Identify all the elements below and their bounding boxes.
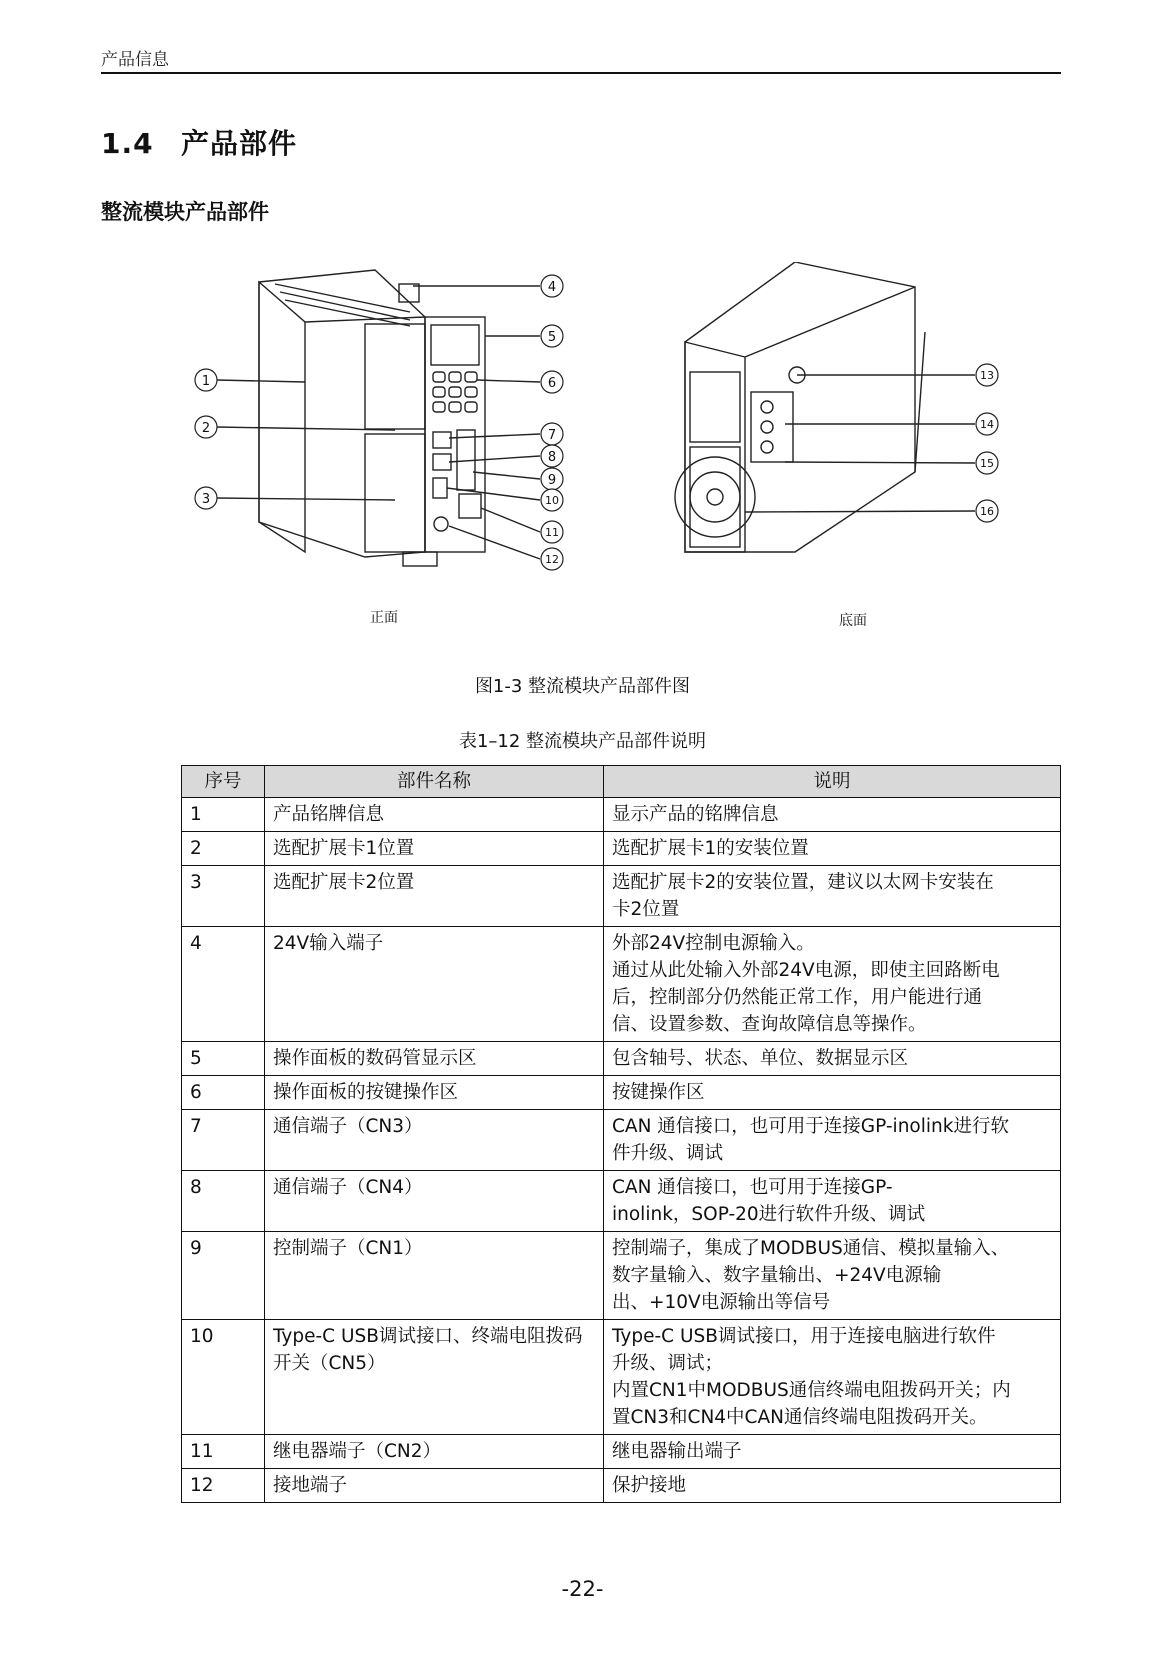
table-row xyxy=(182,1232,1061,1320)
table-row xyxy=(182,1076,1061,1110)
section-title: 产品部件 xyxy=(181,127,298,160)
table-row xyxy=(182,1435,1061,1469)
callout-2: 2 xyxy=(201,421,211,436)
desc-line: 置CN3和CN4中CAN通信终端电阻拨码开关。 xyxy=(612,1407,988,1428)
desc-line: 后，控制部分仍然能正常工作，用户能进行通 xyxy=(612,987,983,1008)
row-desc xyxy=(604,1042,1061,1076)
callout-6: 6 xyxy=(547,376,557,391)
desc-line: 卡2位置 xyxy=(612,899,680,920)
row-name: 控制端子（CN1） xyxy=(265,1232,604,1320)
row-name: Type-C USB调试接口、终端电阻拨码开关（CN5） xyxy=(265,1320,604,1435)
table-row xyxy=(182,832,1061,866)
section-heading xyxy=(101,122,297,162)
row-desc xyxy=(604,1171,1061,1232)
row-desc xyxy=(604,866,1061,927)
row-no: 7 xyxy=(182,1110,265,1171)
figure-caption: 图1-3 整流模块产品部件图 xyxy=(474,676,691,697)
desc-line: 出、+10V电源输出等信号 xyxy=(612,1292,831,1313)
callout-16: 16 xyxy=(980,505,994,518)
callout-14: 14 xyxy=(980,418,994,431)
parts-figure xyxy=(185,262,1065,642)
row-desc xyxy=(604,798,1061,832)
row-name: 通信端子（CN4） xyxy=(265,1171,604,1232)
callout-7: 7 xyxy=(547,428,557,443)
callout-11: 11 xyxy=(545,526,559,539)
row-name: 操作面板的数码管显示区 xyxy=(265,1042,604,1076)
front-view-label: 正面 xyxy=(370,610,398,626)
desc-line: 按键操作区 xyxy=(612,1082,705,1103)
table-row xyxy=(182,866,1061,927)
row-no: 11 xyxy=(182,1435,265,1469)
desc-line: CAN 通信接口，也可用于连接GP- xyxy=(612,1177,893,1198)
row-no: 3 xyxy=(182,866,265,927)
table-row xyxy=(182,927,1061,1042)
callout-8: 8 xyxy=(547,450,557,465)
table-row xyxy=(182,1110,1061,1171)
table-row xyxy=(182,798,1061,832)
row-no: 12 xyxy=(182,1469,265,1503)
running-header: 产品信息 xyxy=(101,50,169,70)
desc-line: 外部24V控制电源输入。 xyxy=(612,933,815,954)
table-row xyxy=(182,1320,1061,1435)
row-name: 选配扩展卡2位置 xyxy=(265,866,604,927)
desc-line: 选配扩展卡1的安装位置 xyxy=(612,838,809,859)
row-desc xyxy=(604,1469,1061,1503)
row-no: 9 xyxy=(182,1232,265,1320)
desc-line: 控制端子，集成了MODBUS通信、模拟量输入、 xyxy=(612,1238,1010,1259)
desc-line: 选配扩展卡2的安装位置，建议以太网卡安装在 xyxy=(612,872,994,893)
row-desc xyxy=(604,1320,1061,1435)
header-rule xyxy=(101,72,1061,74)
row-desc xyxy=(604,1232,1061,1320)
row-name: 通信端子（CN3） xyxy=(265,1110,604,1171)
parts-table xyxy=(181,765,1061,1503)
bottom-view-label: 底面 xyxy=(839,613,867,629)
row-name: 产品铭牌信息 xyxy=(265,798,604,832)
callout-3: 3 xyxy=(201,492,211,507)
desc-line: 包含轴号、状态、单位、数据显示区 xyxy=(612,1048,909,1069)
callout-4: 4 xyxy=(547,280,557,295)
table-row xyxy=(182,1171,1061,1232)
desc-line: Type-C USB调试接口，用于连接电脑进行软件 xyxy=(612,1326,996,1347)
table-row xyxy=(182,1042,1061,1076)
row-no: 6 xyxy=(182,1076,265,1110)
callout-13: 13 xyxy=(980,369,994,382)
row-name: 24V输入端子 xyxy=(265,927,604,1042)
desc-line: inolink，SOP-20进行软件升级、调试 xyxy=(612,1204,926,1225)
row-no: 5 xyxy=(182,1042,265,1076)
callout-5: 5 xyxy=(547,330,557,345)
row-name: 接地端子 xyxy=(265,1469,604,1503)
desc-line: 显示产品的铭牌信息 xyxy=(612,804,779,825)
col-header-name: 部件名称 xyxy=(265,766,604,798)
page-number: -22- xyxy=(561,1577,604,1601)
row-name: 选配扩展卡1位置 xyxy=(265,832,604,866)
table-header-row xyxy=(182,766,1061,798)
row-no: 2 xyxy=(182,832,265,866)
desc-line: 通过从此处输入外部24V电源，即使主回路断电 xyxy=(612,960,1000,981)
table-caption: 表1–12 整流模块产品部件说明 xyxy=(458,731,707,752)
row-desc xyxy=(604,832,1061,866)
front-view-drawing xyxy=(217,270,540,566)
desc-line: 升级、调试； xyxy=(612,1353,724,1374)
desc-line: 继电器输出端子 xyxy=(612,1441,742,1462)
row-no: 4 xyxy=(182,927,265,1042)
row-name: 操作面板的按键操作区 xyxy=(265,1076,604,1110)
col-header-no: 序号 xyxy=(182,766,265,798)
callout-1: 1 xyxy=(201,374,211,389)
desc-line: 保护接地 xyxy=(612,1475,687,1496)
callout-15: 15 xyxy=(980,457,994,470)
desc-line: 信、设置参数、查询故障信息等操作。 xyxy=(612,1014,927,1035)
row-no: 8 xyxy=(182,1171,265,1232)
callout-12: 12 xyxy=(545,553,559,566)
desc-line: 数字量输入、数字量输出、+24V电源输 xyxy=(612,1265,942,1286)
desc-line: 件升级、调试 xyxy=(612,1143,724,1164)
col-header-desc: 说明 xyxy=(604,766,1061,798)
table-row xyxy=(182,1469,1061,1503)
bottom-view-drawing xyxy=(675,262,975,552)
desc-line: 内置CN1中MODBUS通信终端电阻拨码开关；内 xyxy=(612,1380,1011,1401)
callout-10: 10 xyxy=(545,494,559,507)
row-desc xyxy=(604,1435,1061,1469)
row-no: 10 xyxy=(182,1320,265,1435)
row-desc xyxy=(604,1076,1061,1110)
row-name: 继电器端子（CN2） xyxy=(265,1435,604,1469)
desc-line: CAN 通信接口，也可用于连接GP-inolink进行软 xyxy=(612,1116,1009,1137)
callout-9: 9 xyxy=(547,473,557,488)
subsection-heading: 整流模块产品部件 xyxy=(101,200,269,224)
row-no: 1 xyxy=(182,798,265,832)
row-desc xyxy=(604,1110,1061,1171)
section-number: 1.4 xyxy=(101,127,154,160)
row-desc xyxy=(604,927,1061,1042)
